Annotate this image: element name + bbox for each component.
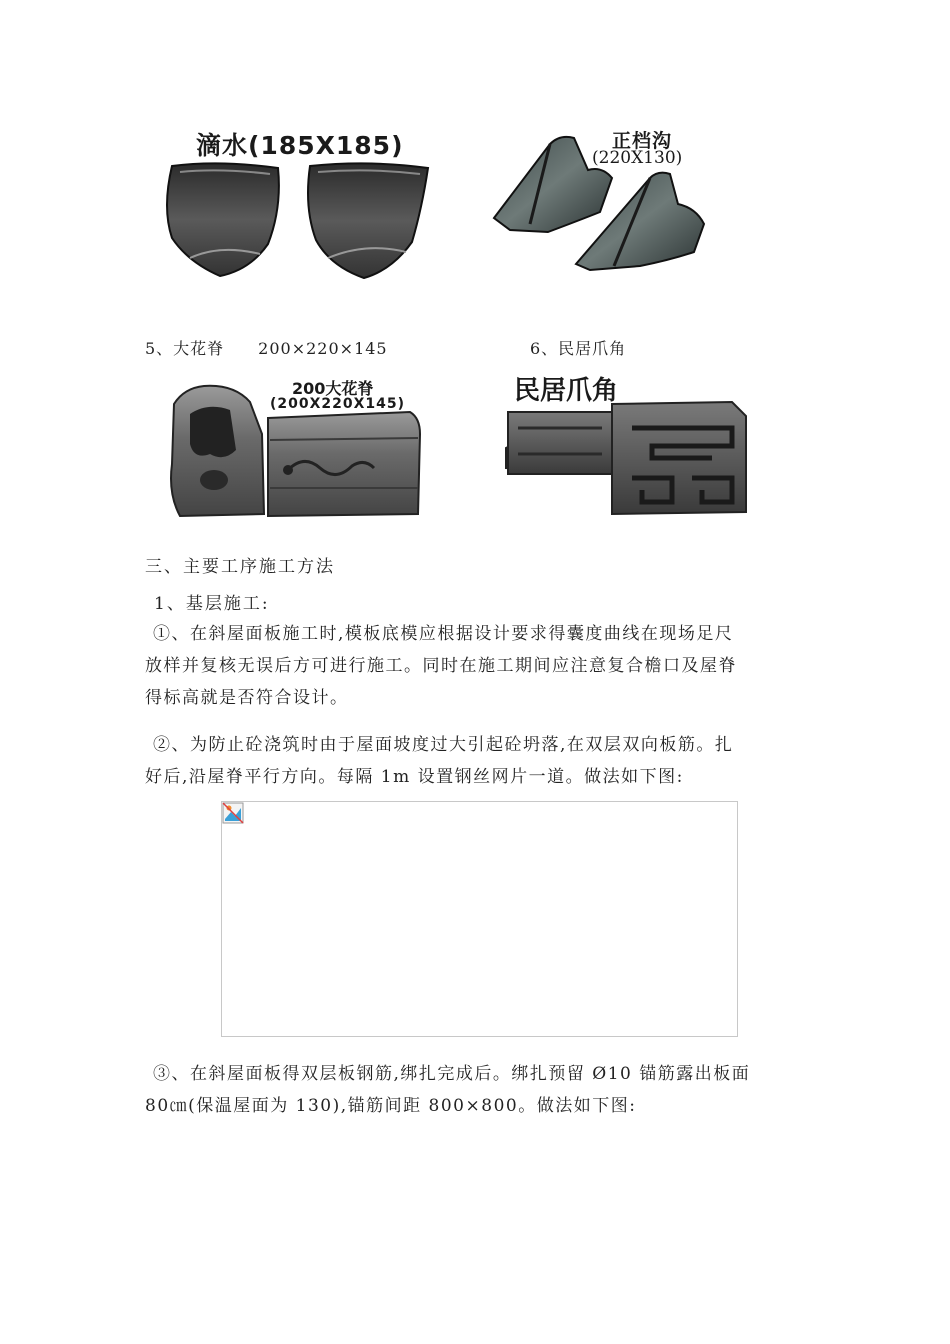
paragraph-1-line-2: 放样并复核无误后方可进行施工。同时在施工期间应注意复合檐口及屋脊 — [145, 656, 737, 676]
missing-figure-placeholder — [221, 801, 738, 1037]
caption-item-5: 5、大花脊 200×220×145 — [145, 339, 388, 358]
paragraph-3-line-1: ③、在斜屋面板得双层板钢筋,绑扎完成后。绑扎预留 Ø10 锚筋露出板面 — [153, 1064, 751, 1084]
paragraph-1-line-1: ①、在斜屋面板施工时,模板底模应根据设计要求得囊度曲线在现场足尺 — [153, 624, 734, 644]
zhengdanggou-tile-image — [490, 134, 712, 272]
figure-label-zhengdanggou: 正档沟 — [612, 130, 673, 152]
subsection-heading-1: 1、基层施工: — [154, 594, 270, 614]
minjuzhuajiao-ornament-image — [502, 398, 752, 518]
figure-label-dahuaji: 200大花脊 — [292, 379, 374, 398]
broken-image-icon — [222, 802, 244, 824]
figure-label-minjuzhuajiao: 民居爪角 — [514, 376, 619, 406]
paragraph-2-line-1: ②、为防止砼浇筑时由于屋面坡度过大引起砼坍落,在双层双向板筋。扎 — [153, 735, 734, 755]
caption-item-6: 6、民居爪角 — [530, 339, 627, 358]
paragraph-3-line-2: 80㎝(保温屋面为 130),锚筋间距 800×800。做法如下图: — [145, 1096, 637, 1116]
paragraph-1-line-3: 得标高就是否符合设计。 — [145, 688, 349, 708]
figure-label-dishui: 滴水(185X185) — [196, 131, 404, 160]
dahuaji-ridge-image — [164, 384, 424, 520]
figure-label-dahuaji-size: (200X220X145) — [270, 396, 406, 412]
figure-label-zhengdanggou-size: (220X130) — [592, 148, 683, 168]
paragraph-2-line-2: 好后,沿屋脊平行方向。每隔 1m 设置钢丝网片一道。做法如下图: — [145, 767, 684, 787]
section-heading: 三、主要工序施工方法 — [145, 557, 335, 577]
dishui-tile-image — [160, 158, 432, 288]
